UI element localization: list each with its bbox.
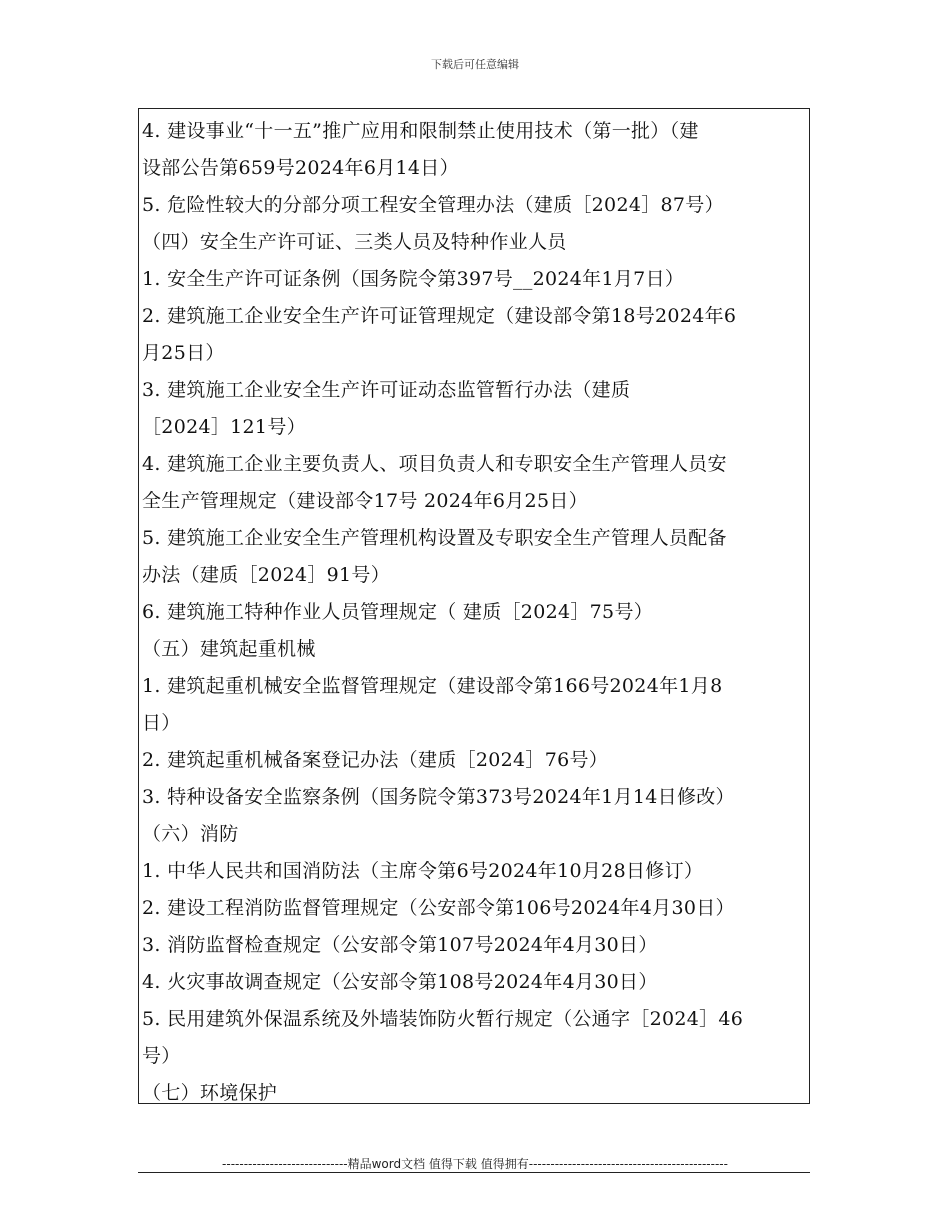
- text-line: 1. 安全生产许可证条例（国务院令第397号__2024年1月7日）: [142, 268, 685, 290]
- text-line: 2. 建设工程消防监督管理规定（公安部令第106号2024年4月30日）: [142, 897, 735, 919]
- text-line: （七）环境保护: [142, 1082, 278, 1104]
- text-line: 1. 中华人民共和国消防法（主席令第6号2024年10月28日修订）: [142, 860, 704, 882]
- text-line: （五）建筑起重机械: [142, 638, 316, 660]
- text-line: 5. 建筑施工企业安全生产管理机构设置及专职安全生产管理人员配备: [142, 527, 727, 549]
- text-line: （四）安全生产许可证、三类人员及特种作业人员: [142, 231, 567, 253]
- text-line: 全生产管理规定（建设部令17号 2024年6月25日）: [142, 490, 588, 512]
- text-line: 2. 建筑起重机械备案登记办法（建质［2024］76号）: [142, 749, 609, 771]
- text-line: 日）: [142, 712, 181, 734]
- text-line: 5. 危险性较大的分部分项工程安全管理办法（建质［2024］87号）: [142, 194, 724, 216]
- text-line: 4. 建筑施工企业主要负责人、项目负责人和专职安全生产管理人员安: [142, 453, 727, 475]
- text-line: 1. 建筑起重机械安全监督管理规定（建设部令第166号2024年1月8: [142, 675, 723, 697]
- text-line: 号）: [142, 1045, 181, 1067]
- text-line: ［2024］121号）: [142, 416, 306, 438]
- text-lines: [139, 113, 805, 1104]
- content-box: [138, 108, 810, 1104]
- page-footer: -----------------------------精品word文档 值得下载 值得拥有----------------------------------------------: [222, 1157, 728, 1171]
- text-line: 月25日）: [142, 342, 225, 364]
- text-line: 5. 民用建筑外保温系统及外墙装饰防火暂行规定（公通字［2024］46: [142, 1008, 744, 1030]
- text-line: 设部公告第659号2024年6月14日）: [142, 157, 459, 179]
- text-line: 3. 建筑施工企业安全生产许可证动态监管暂行办法（建质: [142, 379, 631, 401]
- text-line: 6. 建筑施工特种作业人员管理规定（ 建质［2024］75号）: [142, 601, 654, 623]
- text-line: 2. 建筑施工企业安全生产许可证管理规定（建设部令第18号2024年6: [142, 305, 737, 327]
- footer-rule: [138, 1172, 810, 1173]
- text-line: 3. 消防监督检查规定（公安部令第107号2024年4月30日）: [142, 934, 658, 956]
- text-line: 4. 建设事业“十一五”推广应用和限制禁止使用技术（第一批）（建: [142, 120, 699, 142]
- text-line: 办法（建质［2024］91号）: [142, 564, 391, 586]
- text-line: （六）消防: [142, 823, 239, 845]
- text-line: 4. 火灾事故调查规定（公安部令第108号2024年4月30日）: [142, 971, 658, 993]
- page-header: 下载后可任意编辑: [431, 58, 519, 71]
- text-line: 3. 特种设备安全监察条例（国务院令第373号2024年1月14日修改）: [142, 786, 735, 808]
